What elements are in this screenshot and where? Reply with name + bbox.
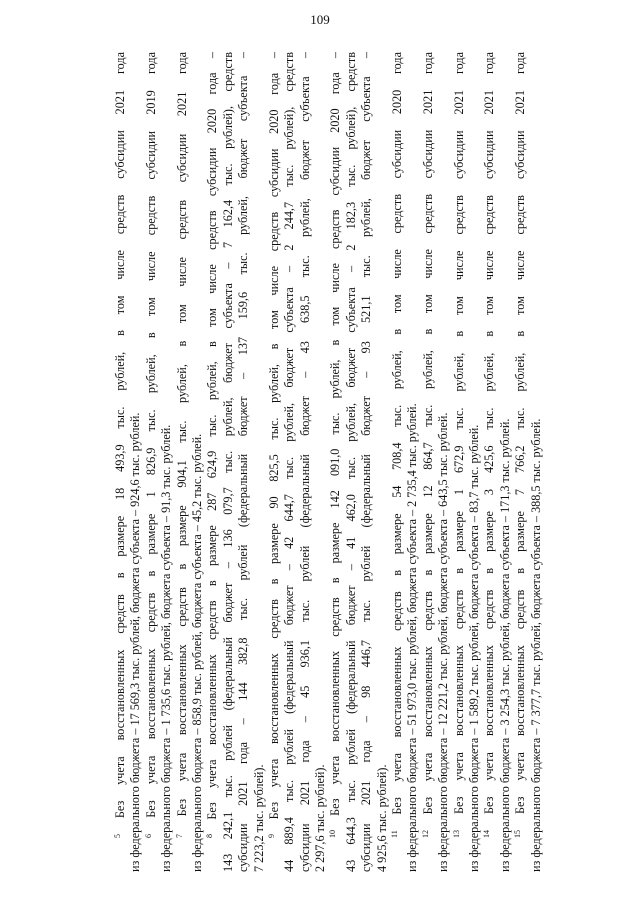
- footnote-line: [159, 52, 174, 872]
- footnote-line: [252, 52, 267, 872]
- footnote-marker: 7: [174, 834, 184, 838]
- footnote-line: [113, 52, 128, 872]
- footnote-line: [513, 52, 528, 872]
- page-number: 109: [310, 12, 330, 27]
- footnote-marker: 12: [420, 830, 430, 838]
- footnote-line: [405, 52, 420, 872]
- footnote-text: Без учета восстановленных средств в размере 3 425,6 тыс. рублей, в том числе средств субсидии 2021 года: [482, 51, 497, 814]
- footnote-text: 7 223,2 тыс. рублей).: [251, 764, 266, 872]
- footnote-line: [375, 52, 390, 872]
- footnote-line: [144, 52, 159, 872]
- footnote-marker: 15: [513, 830, 523, 838]
- footnote-text: субсидии 2021 года – 98 446,7 тыс. рублей (федеральный бюджет – 93 521,1 тыс. рублей, бюджет субъекта –: [359, 52, 374, 872]
- footnote-marker: 13: [451, 830, 461, 838]
- footnote-line: [298, 52, 313, 872]
- footnote-line: [498, 52, 513, 872]
- footnote-marker: 14: [482, 830, 492, 838]
- footnote-line: [190, 52, 205, 872]
- footnote-line: [467, 52, 482, 872]
- footnote-line: [482, 52, 497, 872]
- footnote-line: [221, 52, 236, 872]
- footnote-text: Без учета восстановленных средств в размере 90 825,5 тыс. рублей, в том числе средств субсидии 2020 года –: [266, 52, 281, 820]
- footnote-12: [421, 52, 452, 872]
- footnote-text: 44 889,4 тыс. рублей (федеральный бюджет – 42 644,7 тыс. рублей, бюджет субъекта – 2 244,7 тыс. рублей), средств: [282, 52, 297, 872]
- footnote-text: 43 644,3 тыс. рублей (федеральный бюджет – 41 462,0 тыс. рублей, бюджет субъекта – 2 182,3 тыс. рублей), средств: [343, 52, 358, 872]
- footnote-11: [390, 52, 421, 872]
- footnote-line: [344, 52, 359, 872]
- footnote-text: из федерального бюджета – 17 569,3 тыс. рублей, бюджета субъекта – 924,6 тыс. рублей.: [128, 412, 143, 872]
- footnote-13: [452, 52, 483, 872]
- footnote-line: [128, 52, 143, 872]
- footnote-9: [267, 52, 329, 872]
- footnote-text: Без учета восстановленных средств в размере 1 826,9 тыс. рублей, в том числе средств субсидии 2019 года: [143, 51, 158, 818]
- footnote-14: [482, 52, 513, 872]
- footnote-text: Без учета восстановленных средств в размере 7 766,2 тыс. рублей, в том числе средств субсидии 2021 года: [513, 51, 528, 814]
- footnote-line: [436, 52, 451, 872]
- footnote-line: [267, 52, 282, 872]
- footnote-marker: 9: [266, 834, 276, 838]
- footnote-text: 4 925,6 тыс. рублей).: [374, 764, 389, 872]
- footnote-6: [144, 52, 175, 872]
- footnote-text: Без учета восстановленных средств в размере 1 672,9 тыс. рублей, в том числе средств субсидии 2021 года: [451, 51, 466, 814]
- footnote-15: [513, 52, 544, 872]
- footnote-line: [359, 52, 374, 872]
- footnote-text: Без учета восстановленных средств в размере 54 708,4 тыс. рублей, в том числе средств субсидии 2020 года: [390, 51, 405, 815]
- footnote-line: [529, 52, 544, 872]
- footnote-marker: 10: [328, 830, 338, 838]
- footnote-line: [328, 52, 343, 872]
- footnote-text: из федерального бюджета – 1 735,6 тыс. рублей, бюджета субъекта – 91,3 тыс. рублей.: [159, 424, 174, 872]
- footnote-5: [113, 52, 144, 872]
- footnote-text: Без учета восстановленных средств в размере 142 091,0 тыс. рублей, в том числе средств субсидии 2020 года –: [328, 51, 343, 816]
- footnote-line: [313, 52, 328, 872]
- footnote-text: Без учета восстановленных средств в размере 904,1 тыс. рублей, в том числе средств субсидии 2021 года: [174, 51, 189, 817]
- footnote-text: Без учета восстановленных средств в размере 18 493,9 тыс. рублей, в том числе средств субсидии 2021 года: [113, 51, 127, 819]
- footnote-marker: 5: [113, 834, 122, 838]
- footnote-marker: 8: [205, 834, 215, 838]
- footnote-10: [328, 52, 390, 872]
- footnote-line: [421, 52, 436, 872]
- footnote-text: Без учета восстановленных средств в размере 287 624,9 тыс. рублей, в том числе средств субсидии 2020 года –: [205, 51, 220, 820]
- footnote-text: Без учета восстановленных средств в размере 12 864,7 тыс. рублей, в том числе средств субсидии 2021 года: [420, 51, 435, 815]
- footnote-marker: 6: [143, 834, 153, 838]
- footnotes-list: [113, 52, 544, 872]
- footnote-text: из федерального бюджета – 7 377,7 тыс. рублей, бюджета субъекта – 388,5 тыс. рублей.: [528, 418, 543, 872]
- footnote-text: субсидии 2021 года – 144 382,8 тыс. рублей (федеральный бюджет – 137 159,6 тыс. рублей, бюджет субъекта –: [236, 52, 251, 872]
- footnote-text: из федерального бюджета – 3 254,3 тыс. рублей, бюджета субъекта – 171,3 тыс. рублей.: [497, 418, 512, 872]
- footnote-text: из федерального бюджета – 1 589,2 тыс. рублей, бюджета субъекта – 83,7 тыс. рублей.: [466, 424, 481, 872]
- footnote-text: 2 297,6 тыс. рублей).: [313, 764, 328, 872]
- footnote-line: [452, 52, 467, 872]
- footnote-text: субсидии 2021 года – 45 936,1 тыс. рублей (федеральный бюджет – 43 638,5 тыс. рублей, бюджет субъекта –: [297, 52, 312, 872]
- footnote-marker: 11: [390, 830, 400, 838]
- footnote-line: [205, 52, 220, 872]
- footnote-text: из федерального бюджета – 51 973,0 тыс. рублей, бюджета субъекта – 2 735,4 тыс. рублей.: [405, 403, 420, 872]
- footnote-line: [175, 52, 190, 872]
- footnote-text: из федерального бюджета – 12 221,2 тыс. рублей, бюджета субъекта – 643,5 тыс. рублей.: [436, 412, 451, 872]
- footnote-line: [282, 52, 297, 872]
- footnote-text: из федерального бюджета – 858,9 тыс. рублей, бюджета субъекта – 45,2 тыс. рублей.: [189, 433, 204, 872]
- footnote-7: [175, 52, 206, 872]
- footnotes-block: [113, 52, 544, 872]
- footnote-8: [205, 52, 267, 872]
- footnote-text: 143 242,1 тыс. рублей (федеральный бюджет – 136 079,7 тыс. рублей, бюджет субъекта – 7 162,4 тыс. рублей), средств: [220, 52, 235, 872]
- footnote-line: [236, 52, 251, 872]
- footnote-line: [390, 52, 405, 872]
